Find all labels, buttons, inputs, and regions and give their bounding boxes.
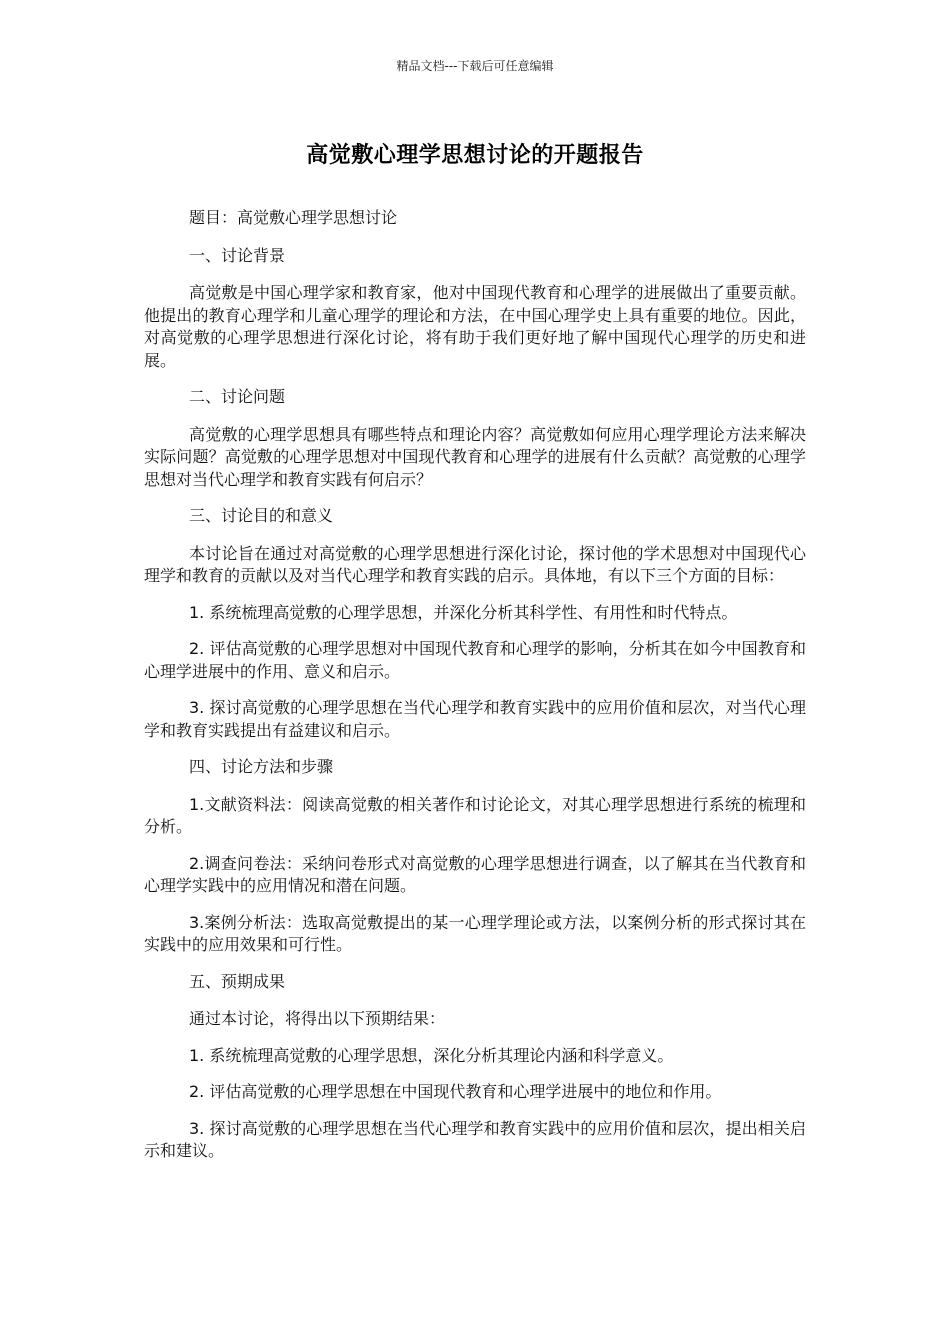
section-heading-questions: 二、讨论问题: [189, 387, 286, 406]
purpose-item-2: 2. 评估高觉敷的心理学思想对中国现代教育和心理学的影响，分析其在如今中国教育和心理学进展中的作用、意义和启示。: [144, 639, 806, 681]
purpose-item-1: 1. 系统梳理高觉敷的心理学思想，并深化分析其科学性、有用性和时代特点。: [189, 602, 738, 622]
outcome-item-1: 1. 系统梳理高觉敷的心理学思想，深化分析其理论内涵和科学意义。: [189, 1045, 674, 1065]
outcome-item-2: 2. 评估高觉敷的心理学思想在中国现代教育和心理学进展中的地位和作用。: [189, 1082, 722, 1101]
method-item-2: 2.调查问卷法：采纳问卷形式对高觉敷的心理学思想进行调查，以了解其在当代教育和心理学实践中的应用情况和潜在问题。: [144, 853, 806, 895]
purpose-item-3: 3. 探讨高觉敷的心理学思想在当代心理学和教育实践中的应用价值和层次，对当代心理学和教育实践提出有益建议和启示。: [144, 698, 806, 740]
page-header: 精品文档---下载后可任意编辑: [396, 59, 554, 73]
section-heading-background: 一、讨论背景: [189, 245, 286, 265]
topic-line: 题目：高觉敷心理学思想讨论: [189, 208, 398, 227]
section-heading-outcomes: 五、预期成果: [189, 971, 286, 991]
method-item-3: 3.案例分析法：选取高觉敷提出的某一心理学理论或方法，以案例分析的形式探讨其在实践中的应用效果和可行性。: [144, 912, 806, 954]
background-paragraph: 高觉敷是中国心理学家和教育家，他对中国现代教育和心理学的进展做出了重要贡献。他提出的教育心理学和儿童心理学的理论和方法，在中国心理学史上具有重要的地位。因此，对高觉敷的心理学思想进行深化讨论，将有助于我们更好地了解中国现代心理学的历史和进展。: [144, 283, 806, 370]
document-body: [144, 207, 806, 1177]
purpose-paragraph: 本讨论旨在通过对高觉敷的心理学思想进行深化讨论，探讨他的学术思想对中国现代心理学和教育的贡献以及对当代心理学和教育实践的启示。具体地，有以下三个方面的目标：: [144, 543, 806, 585]
outcome-item-3: 3. 探讨高觉敷的心理学思想在当代心理学和教育实践中的应用价值和层次，提出相关启示和建议。: [144, 1118, 806, 1160]
method-item-1: 1.文献资料法：阅读高觉敷的相关著作和讨论论文，对其心理学思想进行系统的梳理和分析。: [144, 794, 806, 836]
section-heading-purpose: 三、讨论目的和意义: [189, 506, 334, 525]
section-heading-methods: 四、讨论方法和步骤: [189, 757, 334, 776]
outcomes-intro: 通过本讨论，将得出以下预期结果：: [189, 1009, 446, 1028]
questions-paragraph: 高觉敷的心理学思想具有哪些特点和理论内容？高觉敷如何应用心理学理论方法来解决实际问题？高觉敷的心理学思想对中国现代教育和心理学的进展有什么贡献？高觉敷的心理学思想对当代心理学和教育实践有何启示？: [144, 424, 806, 489]
document-title: 高觉敷心理学思想讨论的开题报告: [306, 143, 644, 168]
